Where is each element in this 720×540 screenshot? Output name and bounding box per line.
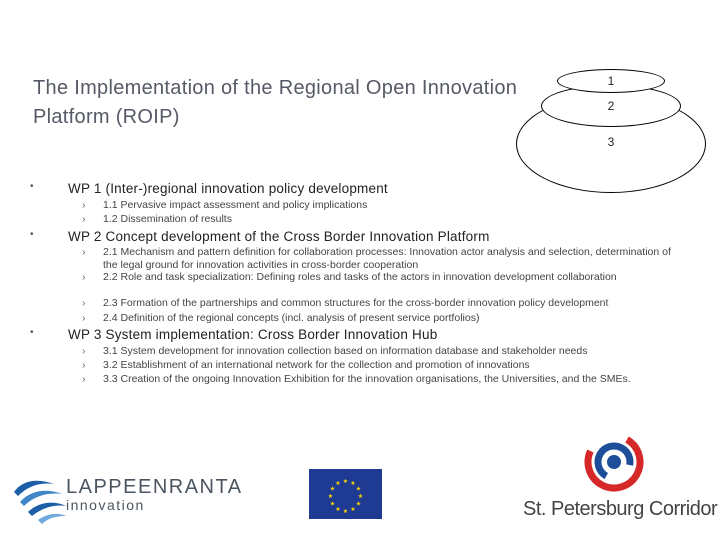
wp3-heading: WP 3 System implementation: Cross Border Innovation Hub bbox=[68, 327, 438, 342]
svg-text:★: ★ bbox=[335, 506, 341, 513]
bullet: • bbox=[30, 181, 34, 192]
ellipse-3-label: 3 bbox=[607, 135, 615, 149]
ellipse-2-label: 2 bbox=[607, 99, 615, 113]
svg-text:★: ★ bbox=[355, 485, 362, 493]
wp2-item bbox=[82, 312, 682, 325]
svg-text:★: ★ bbox=[350, 480, 356, 487]
arrow-bullet: › bbox=[82, 199, 86, 211]
svg-text:★: ★ bbox=[329, 500, 336, 508]
slide-title: The Implementation of the Regional Open Innovation Platform (ROIP) bbox=[33, 77, 518, 128]
wp2-item bbox=[82, 271, 682, 284]
wp3-item bbox=[82, 373, 682, 386]
wp2-item-text: 2.4 Definition of the regional concepts (incl. analysis of present service portfolios) bbox=[103, 312, 480, 324]
lappeenranta-name: LAPPEENRANTA bbox=[66, 476, 243, 498]
svg-text:★: ★ bbox=[350, 506, 356, 513]
wp3-item bbox=[82, 345, 682, 358]
arrow-bullet: › bbox=[82, 373, 86, 385]
wp3-item-text: 3.3 Creation of the ongoing Innovation Exhibition for the innovation organisations, the Universities, and the SMEs. bbox=[103, 373, 631, 385]
bullet: • bbox=[30, 327, 34, 338]
wp3-item-text: 3.1 System development for innovation collection based on information database and stakeholder needs bbox=[103, 345, 588, 357]
svg-text:★: ★ bbox=[329, 485, 336, 493]
wp2-item bbox=[82, 297, 682, 310]
svg-text:★: ★ bbox=[355, 500, 362, 508]
wp1-heading: WP 1 (Inter-)regional innovation policy development bbox=[68, 181, 388, 196]
eu-flag-icon bbox=[309, 469, 382, 519]
svg-text:★: ★ bbox=[357, 493, 364, 500]
lappeenranta-subtitle: innovation bbox=[66, 497, 145, 513]
wp2-item-text: 2.3 Formation of the partnerships and common structures for the cross-border innovation policy development bbox=[103, 297, 609, 309]
arrow-bullet: › bbox=[82, 345, 86, 357]
wp1-item-text: 1.1 Pervasive impact assessment and policy implications bbox=[103, 199, 368, 211]
arrow-bullet: › bbox=[82, 213, 86, 225]
arrow-bullet: › bbox=[82, 297, 86, 309]
svg-text:★: ★ bbox=[342, 478, 349, 485]
spb-corridor-name: St. Petersburg Corridor bbox=[523, 498, 718, 520]
wp2-heading: WP 2 Concept development of the Cross Border Innovation Platform bbox=[68, 229, 490, 244]
wp3-item bbox=[82, 359, 682, 372]
arrow-bullet: › bbox=[82, 246, 86, 258]
wp2-item bbox=[82, 246, 682, 271]
wp1-item-text: 1.2 Dissemination of results bbox=[103, 213, 232, 225]
svg-text:★: ★ bbox=[335, 480, 341, 487]
svg-text:★: ★ bbox=[342, 508, 349, 515]
ellipse-1-label: 1 bbox=[607, 74, 615, 88]
svg-text:★: ★ bbox=[327, 493, 334, 500]
arrow-bullet: › bbox=[82, 312, 86, 324]
wp1-item bbox=[82, 213, 682, 226]
bullet: • bbox=[30, 229, 34, 240]
wp3-item-text: 3.2 Establishment of an international network for the collection and promotion of innovations bbox=[103, 359, 530, 371]
wp1-item bbox=[82, 199, 682, 212]
arrow-bullet: › bbox=[82, 271, 86, 283]
wp2-item-text: 2.1 Mechanism and pattern definition for collaboration processes: Innovation actor analysis and selection, determination of the legal ground for innovation activities in cross-border cooperation bbox=[103, 246, 671, 271]
arrow-bullet: › bbox=[82, 359, 86, 371]
wp2-item-text: 2.2 Role and task specialization: Defining roles and tasks of the actors in innovation development collaboration bbox=[103, 271, 617, 283]
